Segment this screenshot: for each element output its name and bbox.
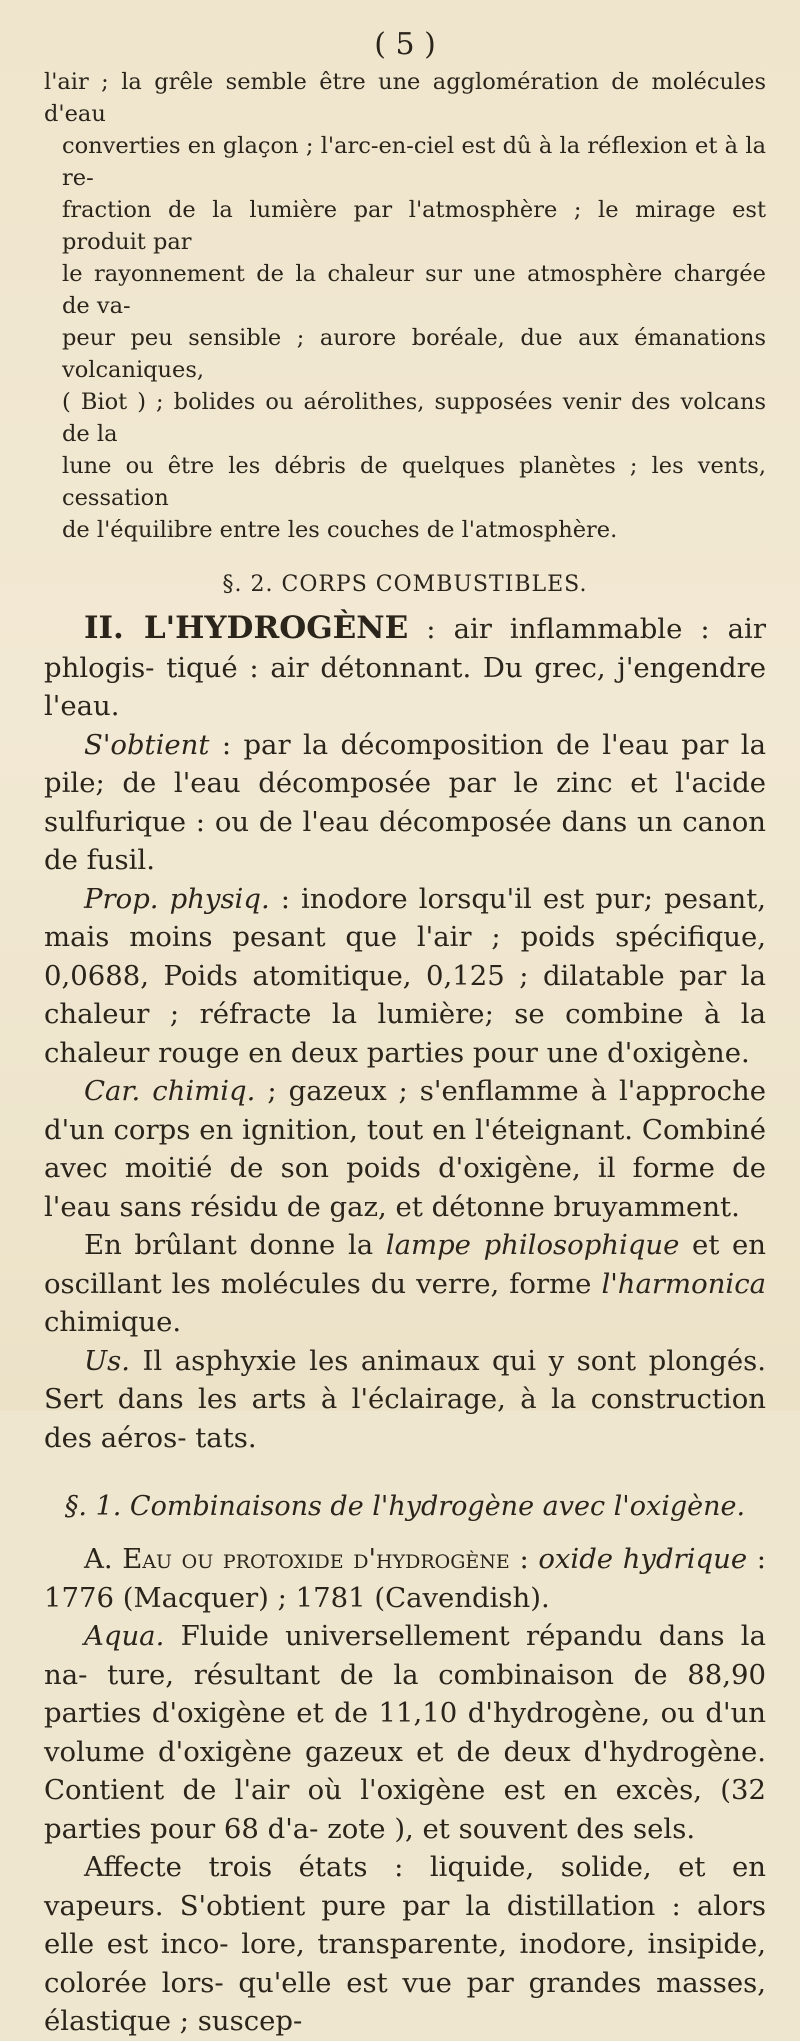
eau-dates: : 1776 (Macquer) ; 1781 (Cavendish). (44, 1543, 766, 1614)
text-line: de l'équilibre entre les couches de l'atmosphère. (62, 517, 618, 543)
car-text: ; gazeux ; s'enflamme à l'approche d'un corps en ignition, tout en l'éteignant. Combiné avec moitié de son poids d'oxigène, il forme de l'eau sans résidu de gaz, et détonne bruyamment. (44, 1075, 766, 1223)
car-label: Car. chimiq. (84, 1075, 256, 1107)
lampe-italic: lampe philosophique (385, 1229, 680, 1261)
car-paragraph (44, 1072, 766, 1226)
hydrogen-article (44, 609, 766, 1457)
eau-italic: oxide hydrique (538, 1543, 748, 1575)
lampe-pre: En brûlant donne la (84, 1229, 374, 1261)
us-label: Us. (84, 1344, 131, 1377)
eau-article (44, 1540, 766, 2041)
text-line: fraction de la lumière par l'atmosphère ; le mirage est produit par (62, 197, 766, 255)
aqua-text: Fluide universellement répandu dans la na- ture, résultant de la combinaison de 88,90 parties d'oxigène et de 11,10 d'hydrogène, ou d'un volume d'oxigène gazeux et de deux d'hydrogène. Contient de l'air où l'oxigène est en excès, (32 parties pour 68 d'a- zote ), et souvent des sels. (44, 1620, 766, 1845)
lampe-mid: et en oscillant les molécules du verre, forme (44, 1229, 766, 1300)
us-text: Il asphyxie les animaux qui y sont plongés. Sert dans les arts à l'éclairage, à la construction des aéros- tats. (44, 1344, 766, 1454)
prop-paragraph (44, 880, 766, 1073)
text-line: ( Biot ) ; bolides ou aérolithes, supposées venir des volcans de la (62, 389, 766, 447)
affecte-paragraph: Affecte trois états : liquide, solide, et en vapeurs. S'obtient pure par la distillation : alors elle est inco- lore, transparente, inodore, insipide, colorée lors- qu'elle est vue par grandes masses, élastique ; suscep- (44, 1851, 766, 2037)
aqua-paragraph (44, 1617, 766, 1848)
text-line: l'air ; la grêle semble être une agglomération de molécules d'eau (44, 69, 766, 127)
intro-paragraph (44, 66, 766, 546)
text-line: peur peu sensible ; aurore boréale, due aux émanations volcaniques, (62, 325, 766, 383)
obtient-text: : par la décomposition de l'eau par la pile; de l'eau décomposée par le zinc et l'acide sulfurique : ou de l'eau décomposée dans un canon de fusil. (44, 728, 766, 876)
obtient-label: S'obtient (84, 728, 210, 761)
text-line: lune ou être les débris de quelques planètes ; les vents, cessation (62, 453, 766, 511)
eau-label: A. Eau ou protoxide d'hydrogène (84, 1543, 510, 1575)
section-title: §. 2. CORPS COMBUSTIBLES. (222, 572, 588, 597)
obtient-paragraph (44, 726, 766, 880)
prop-label: Prop. physiq. (84, 882, 270, 915)
page-number: ( 5 ) (374, 27, 436, 62)
lampe-end: chimique. (44, 1306, 182, 1338)
lampe-paragraph (44, 1226, 766, 1342)
text-line: converties en glaçon ; l'arc-en-ciel est dû à la réflexion et à la re- (62, 133, 766, 191)
hydrogen-heading-rest: : air inflammable : air phlogis- tiqué : air détonnant. Du grec, j'engendre l'eau. (44, 613, 766, 722)
subsection-title: §. 1. Combinaisons de l'hydrogène avec l'oxigène. (64, 1491, 746, 1522)
hydrogen-heading: II. L'HYDROGÈNE (84, 610, 409, 646)
lampe-italic2: l'harmonica (601, 1267, 766, 1300)
prop-text: : inodore lorsqu'il est pur; pesant, mais moins pesant que l'air ; poids spécifique, 0,0688, Poids atomitique, 0,125 ; dilatable par la chaleur ; réfracte la lumière; se combine à la chaleur rouge en deux parties pour une d'oxigène. (44, 882, 766, 1069)
eau-label-rest: : (519, 1543, 529, 1575)
us-paragraph (44, 1342, 766, 1458)
hydrogen-heading-paragraph (44, 609, 766, 726)
eau-heading-paragraph (44, 1540, 766, 1617)
text-line: le rayonnement de la chaleur sur une atmosphère chargée de va- (62, 261, 766, 319)
aqua-label: Aqua. (84, 1620, 165, 1652)
